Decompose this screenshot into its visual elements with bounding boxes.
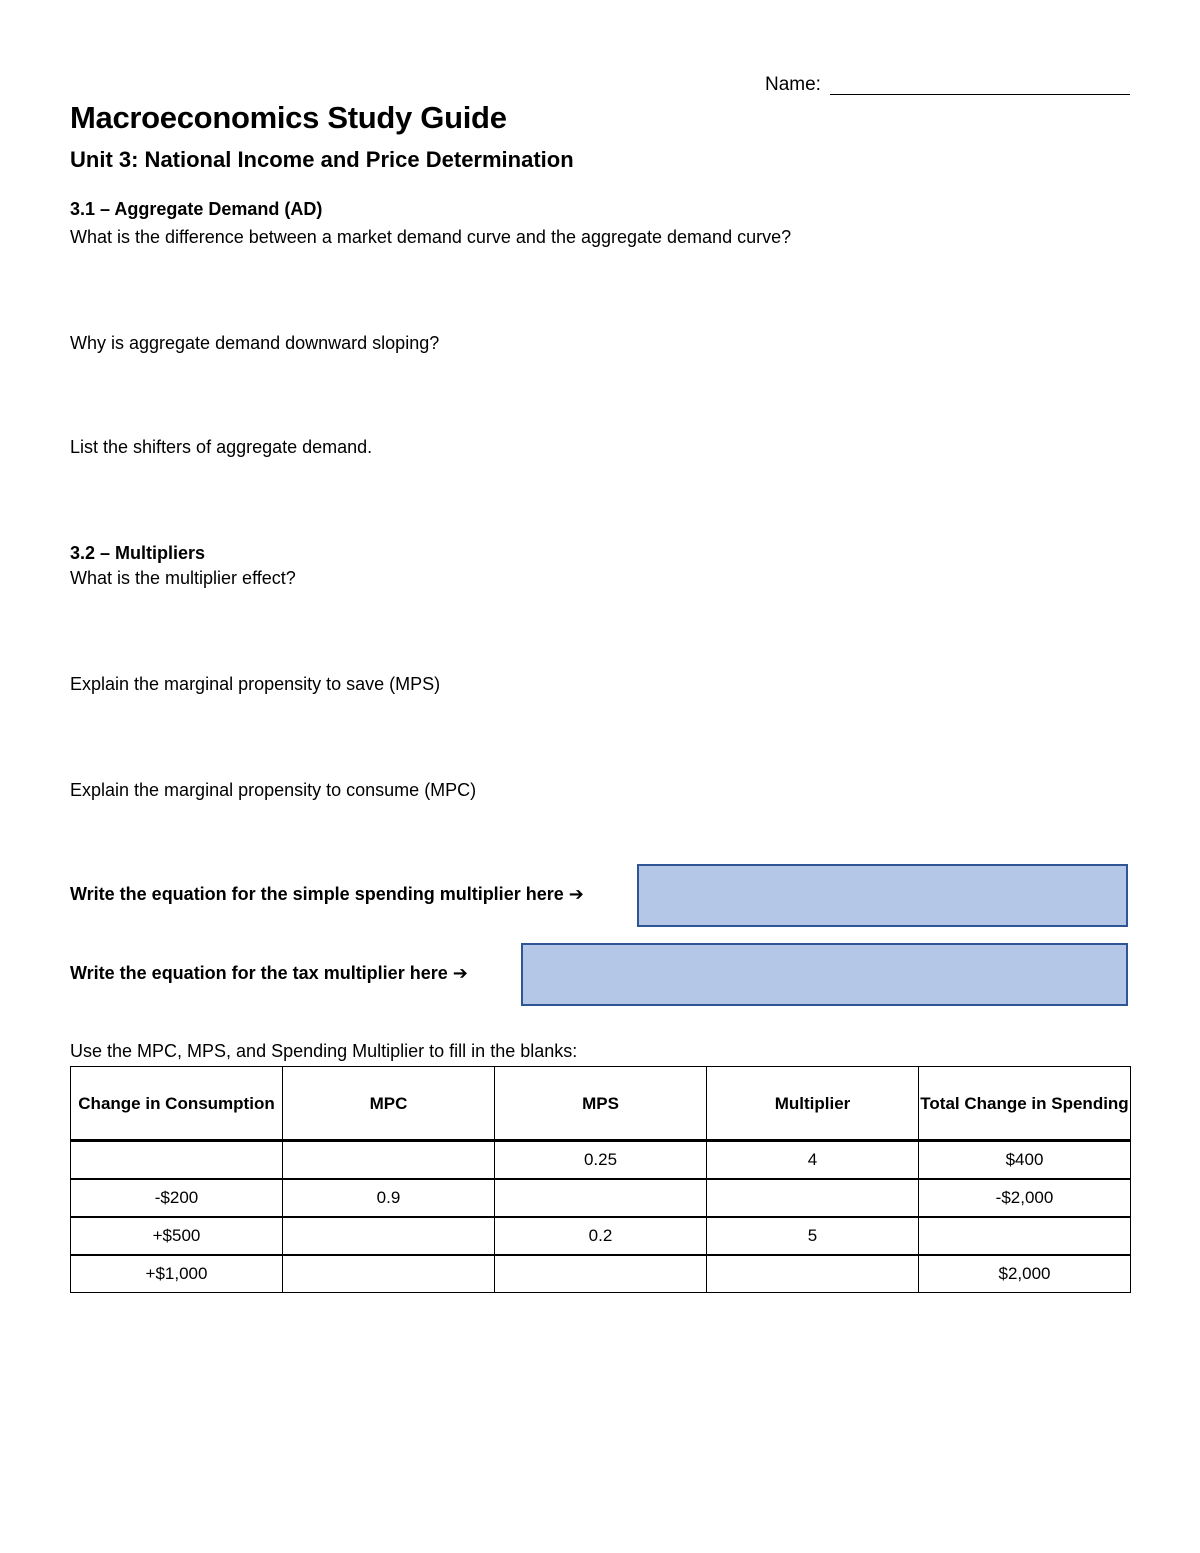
question-mps: Explain the marginal propensity to save (MPS): [70, 674, 441, 694]
header-multiplier: Multiplier: [707, 1067, 919, 1141]
tax-multiplier-prompt: [70, 963, 468, 984]
table-cell: 4: [707, 1141, 919, 1180]
question-ad-shifters: List the shifters of aggregate demand.: [70, 437, 373, 457]
spending-multiplier-label: Write the equation for the simple spending multiplier here: [70, 884, 564, 904]
question-multiplier-effect: What is the multiplier effect?: [70, 568, 296, 588]
tax-multiplier-label: Write the equation for the tax multiplier here: [70, 963, 448, 983]
arrow-right-icon: ➔: [568, 884, 584, 904]
table-cell: 0.25: [495, 1141, 707, 1180]
table-row: [71, 1141, 1131, 1180]
page-title: Macroeconomics Study Guide: [70, 100, 507, 135]
header-change-in-consumption: Change in Consumption: [71, 1067, 283, 1141]
table-cell[interactable]: [495, 1255, 707, 1293]
header-total-change-in-spending: Total Change in Spending: [919, 1067, 1131, 1141]
table-cell[interactable]: [283, 1141, 495, 1180]
table-row: [71, 1179, 1131, 1217]
section-heading-multipliers: 3.2 – Multipliers: [70, 543, 206, 563]
table-cell: +$1,000: [71, 1255, 283, 1293]
table-cell[interactable]: [919, 1217, 1131, 1255]
table-cell[interactable]: [707, 1255, 919, 1293]
table-cell[interactable]: [283, 1255, 495, 1293]
spending-multiplier-prompt: [70, 884, 584, 905]
table-cell[interactable]: [707, 1179, 919, 1217]
name-label: Name:: [765, 74, 821, 95]
table-cell[interactable]: [283, 1217, 495, 1255]
header-mps: MPS: [495, 1067, 707, 1141]
table-cell: +$500: [71, 1217, 283, 1255]
table-instructions: Use the MPC, MPS, and Spending Multiplier to fill in the blanks:: [70, 1041, 578, 1061]
table-cell[interactable]: [495, 1179, 707, 1217]
unit-subtitle: Unit 3: National Income and Price Determination: [70, 147, 574, 172]
question-market-vs-aggregate-demand: What is the difference between a market demand curve and the aggregate demand curve?: [70, 227, 792, 247]
arrow-right-icon: ➔: [452, 963, 468, 983]
table-cell: 0.9: [283, 1179, 495, 1217]
question-ad-downward-sloping: Why is aggregate demand downward sloping?: [70, 333, 440, 353]
multiplier-table: [70, 1066, 1131, 1293]
header-mpc: MPC: [283, 1067, 495, 1141]
tax-multiplier-answer-box[interactable]: [521, 943, 1128, 1006]
table-row: [71, 1255, 1131, 1293]
spending-multiplier-answer-box[interactable]: [637, 864, 1128, 927]
table-header-row: [71, 1067, 1131, 1141]
question-mpc: Explain the marginal propensity to consume (MPC): [70, 780, 477, 800]
section-heading-aggregate-demand: 3.1 – Aggregate Demand (AD): [70, 199, 323, 219]
table-cell: 5: [707, 1217, 919, 1255]
table-cell: $2,000: [919, 1255, 1131, 1293]
table-cell: -$2,000: [919, 1179, 1131, 1217]
table-cell[interactable]: [71, 1141, 283, 1180]
table-row: [71, 1217, 1131, 1255]
table-cell: -$200: [71, 1179, 283, 1217]
table-cell: 0.2: [495, 1217, 707, 1255]
name-field[interactable]: [830, 94, 1130, 95]
table-cell: $400: [919, 1141, 1131, 1180]
